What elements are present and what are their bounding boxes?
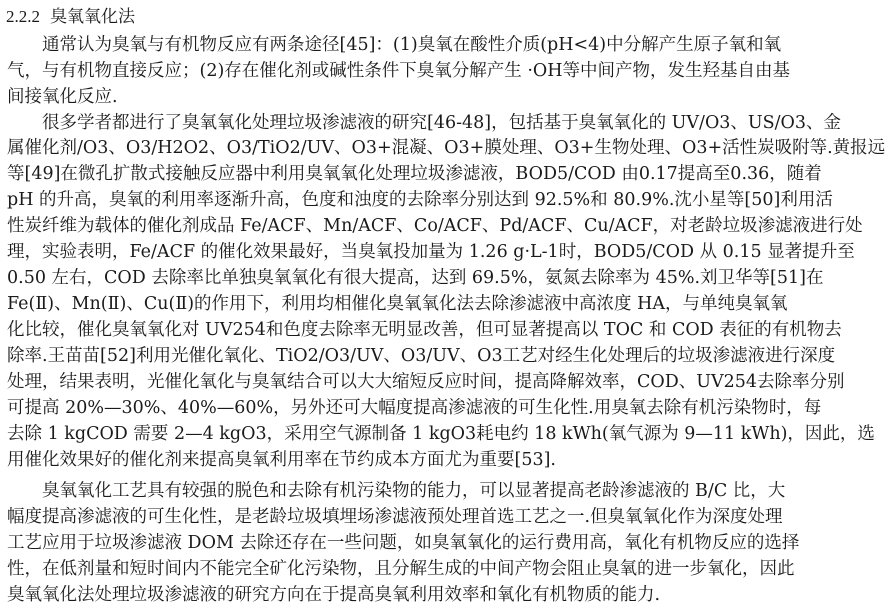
paragraph-3-line-3: 工艺应用于垃圾渗滤液 DOM 去除还存在一些问题，如臭氧氧化的运行费用高，氧化有机物反应的选择 [7,533,800,553]
paragraph-3-line-4: 性，在低剂量和短时间内不能完全矿化污染物，且分解生成的中间产物会阻止臭氧的进一步氧化，因此 [7,559,795,579]
paragraph-2-line-5: 性炭纤维为载体的催化剂成品 Fe/ACF、Mn/ACF、Co/ACF、Pd/ACF、Cu/ACF，对老龄垃圾渗滤液进行处 [7,216,863,236]
section-number: 2.2.2 [6,7,40,26]
section-title: 臭氧氧化法 [50,7,135,27]
paragraph-2-line-14: 用催化效果好的催化剂来提高臭氧利用率在节约成本方面尤为重要[53]. [7,450,556,470]
paragraph-2-line-1: 很多学者都进行了臭氧氧化处理垃圾渗滤液的研究[46-48]，包括基于臭氧氧化的 UV/O3、US/O3、金 [42,113,842,133]
paragraph-3-line-5: 臭氧氧化法处理垃圾渗滤液的研究方向在于提高臭氧利用效率和氧化有机物质的能力. [7,585,661,605]
paragraph-2-line-4: pH 的升高，臭氧的利用率逐渐升高，色度和浊度的去除率分别达到 92.5%和 80.9%.沈小星等[50]利用活 [7,190,833,210]
section-heading [6,6,135,28]
paragraph-2-line-10: 除率.王苗苗[52]利用光催化氧化、TiO2/O3/UV、O3/UV、O3工艺对经生化处理后的垃圾渗滤液进行深度 [7,346,836,366]
paragraph-1-line-2: 气，与有机物直接反应；(2)存在催化剂或碱性条件下臭氧分解产生 ·OH等中间产物，发生羟基自由基 [7,61,791,81]
paragraph-2-line-9: 化比较，催化臭氧氧化对 UV254和色度去除率无明显改善，但可显著提高以 TOC 和 COD 表征的有机物去 [7,320,842,340]
paragraph-2-line-13: 去除 1 kgCOD 需要 2—4 kgO3，采用空气源制备 1 kgO3耗电约 18 kWh(氧气源为 9—11 kWh)，因此，选 [7,424,875,444]
paragraph-2-line-3: 等[49]在微孔扩散式接触反应器中利用臭氧氧化处理垃圾渗滤液，BOD5/COD 由0.17提高至0.36，随着 [7,164,822,184]
paragraph-2-line-2: 属催化剂/O3、O3/H2O2、O3/TiO2/UV、O3+混凝、O3+膜处理、O3+生物处理、O3+活性炭吸附等.黄报远 [7,138,885,158]
paragraph-3-line-1: 臭氧氧化工艺具有较强的脱色和去除有机污染物的能力，可以显著提高老龄渗滤液的 B/C 比，大 [42,481,786,501]
paragraph-1-line-1: 通常认为臭氧与有机物反应有两条途径[45]：(1)臭氧在酸性介质(pH<4)中分解产生原子氧和氧 [42,35,782,55]
paragraph-3-line-2: 幅度提高渗滤液的可生化性，是老龄垃圾填埋场渗滤液预处理首选工艺之一.但臭氧氧化作为深度处理 [7,507,783,527]
paragraph-1-line-3: 间接氧化反应. [7,87,118,107]
paragraph-2-line-11: 处理，结果表明，光催化氧化与臭氧结合可以大大缩短反应时间，提高降解效率，COD、UV254去除率分别 [7,372,845,392]
paragraph-2-line-12: 可提高 20%—30%、40%—60%，另外还可大幅度提高渗滤液的可生化性.用臭氧去除有机污染物时，每 [7,398,822,418]
paragraph-2-line-7: 0.50 左右，COD 去除率比单独臭氧氧化有很大提高，达到 69.5%，氨氮去除率为 45%.刘卫华等[51]在 [7,268,824,288]
paragraph-2-line-6: 理，实验表明，Fe/ACF 的催化效果最好，当臭氧投加量为 1.26 g·L-1时，BOD5/COD 从 0.15 显著提升至 [7,242,855,262]
paragraph-2-line-8: Fe(Ⅱ)、Mn(Ⅱ)、Cu(Ⅱ)的作用下，利用均相催化臭氧氧化法去除渗滤液中高浓度 HA，与单纯臭氧氧 [7,294,788,314]
